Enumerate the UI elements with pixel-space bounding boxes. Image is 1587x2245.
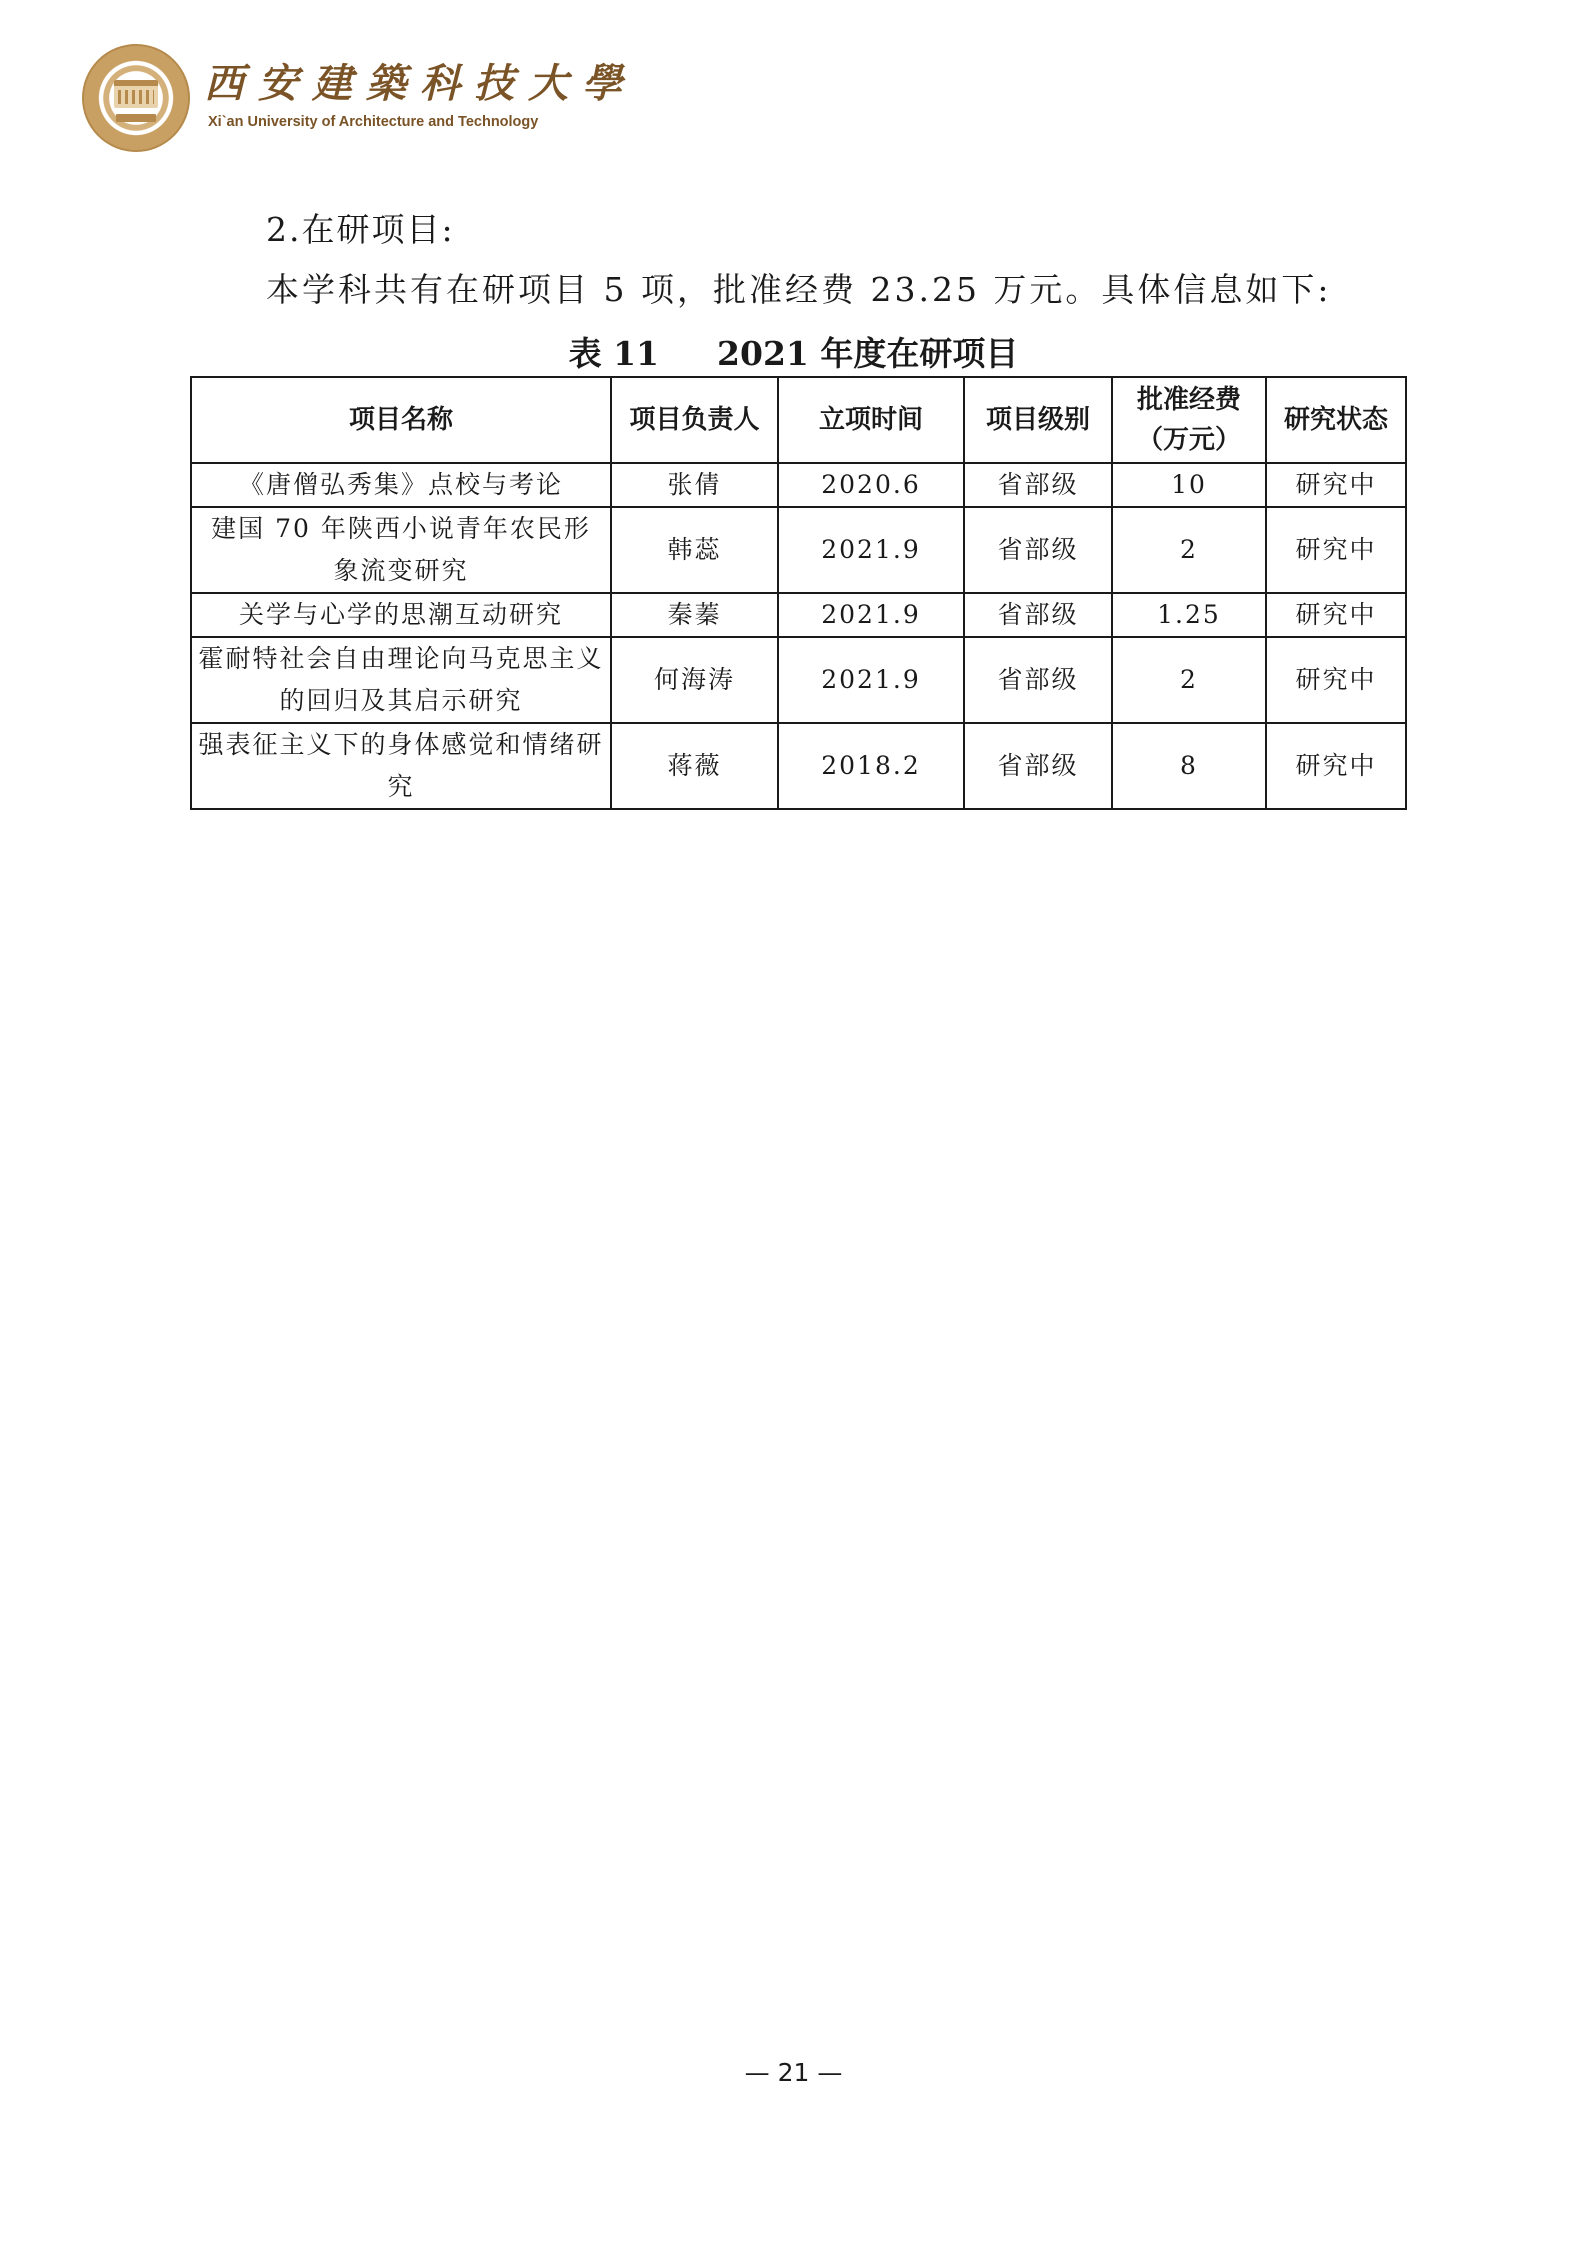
page-header (82, 44, 682, 154)
cell-date: 2021.9 (778, 507, 964, 593)
cell-level: 省部级 (964, 637, 1112, 723)
table-row (191, 507, 1406, 593)
cell-leader: 韩蕊 (611, 507, 778, 593)
column-header-leader: 项目负责人 (611, 377, 778, 463)
cell-status: 研究中 (1266, 463, 1406, 507)
cell-level: 省部级 (964, 463, 1112, 507)
table-caption-title: 2021 年度在研项目 (717, 334, 1019, 373)
cell-date: 2018.2 (778, 723, 964, 809)
table-row (191, 593, 1406, 637)
cell-funding: 1.25 (1112, 593, 1266, 637)
cell-date: 2021.9 (778, 637, 964, 723)
column-header-level: 项目级别 (964, 377, 1112, 463)
table-row (191, 723, 1406, 809)
intro-paragraph: 本学科共有在研项目 5 项，批准经费 23.25 万元。具体信息如下: (266, 270, 1332, 309)
ribbon-icon (116, 114, 156, 122)
table-row (191, 637, 1406, 723)
cell-name: 关学与心学的思潮互动研究 (191, 593, 611, 637)
table-header-row (191, 377, 1406, 463)
column-header-date: 立项时间 (778, 377, 964, 463)
university-seal-logo (82, 44, 190, 152)
cell-leader: 秦蓁 (611, 593, 778, 637)
table-caption (0, 328, 1587, 375)
cell-leader: 蒋薇 (611, 723, 778, 809)
cell-funding: 2 (1112, 637, 1266, 723)
cell-leader: 何海涛 (611, 637, 778, 723)
cell-funding: 8 (1112, 723, 1266, 809)
column-header-status: 研究状态 (1266, 377, 1406, 463)
cell-leader: 张倩 (611, 463, 778, 507)
cell-level: 省部级 (964, 593, 1112, 637)
column-header-funding: 批准经费（万元） (1112, 377, 1266, 463)
cell-status: 研究中 (1266, 593, 1406, 637)
university-name-cn: 西安建築科技大學 (204, 60, 636, 107)
cell-funding: 2 (1112, 507, 1266, 593)
section-heading: 2.在研项目: (266, 210, 455, 249)
cell-name: 霍耐特社会自由理论向马克思主义的回归及其启示研究 (191, 637, 611, 723)
cell-funding: 10 (1112, 463, 1266, 507)
cell-status: 研究中 (1266, 637, 1406, 723)
cell-name: 《唐僧弘秀集》点校与考论 (191, 463, 611, 507)
table-caption-number: 表 11 (568, 334, 660, 373)
cell-status: 研究中 (1266, 507, 1406, 593)
projects-table (190, 376, 1407, 810)
cell-name: 建国 70 年陕西小说青年农民形象流变研究 (191, 507, 611, 593)
column-header-name: 项目名称 (191, 377, 611, 463)
page-number: — 21 — (744, 2058, 843, 2087)
cell-level: 省部级 (964, 723, 1112, 809)
table-row (191, 463, 1406, 507)
cell-date: 2020.6 (778, 463, 964, 507)
cell-name: 强表征主义下的身体感觉和情绪研究 (191, 723, 611, 809)
building-icon (114, 80, 158, 108)
cell-date: 2021.9 (778, 593, 964, 637)
cell-level: 省部级 (964, 507, 1112, 593)
cell-status: 研究中 (1266, 723, 1406, 809)
university-name-en: Xi`an University of Architecture and Technology (208, 114, 539, 130)
